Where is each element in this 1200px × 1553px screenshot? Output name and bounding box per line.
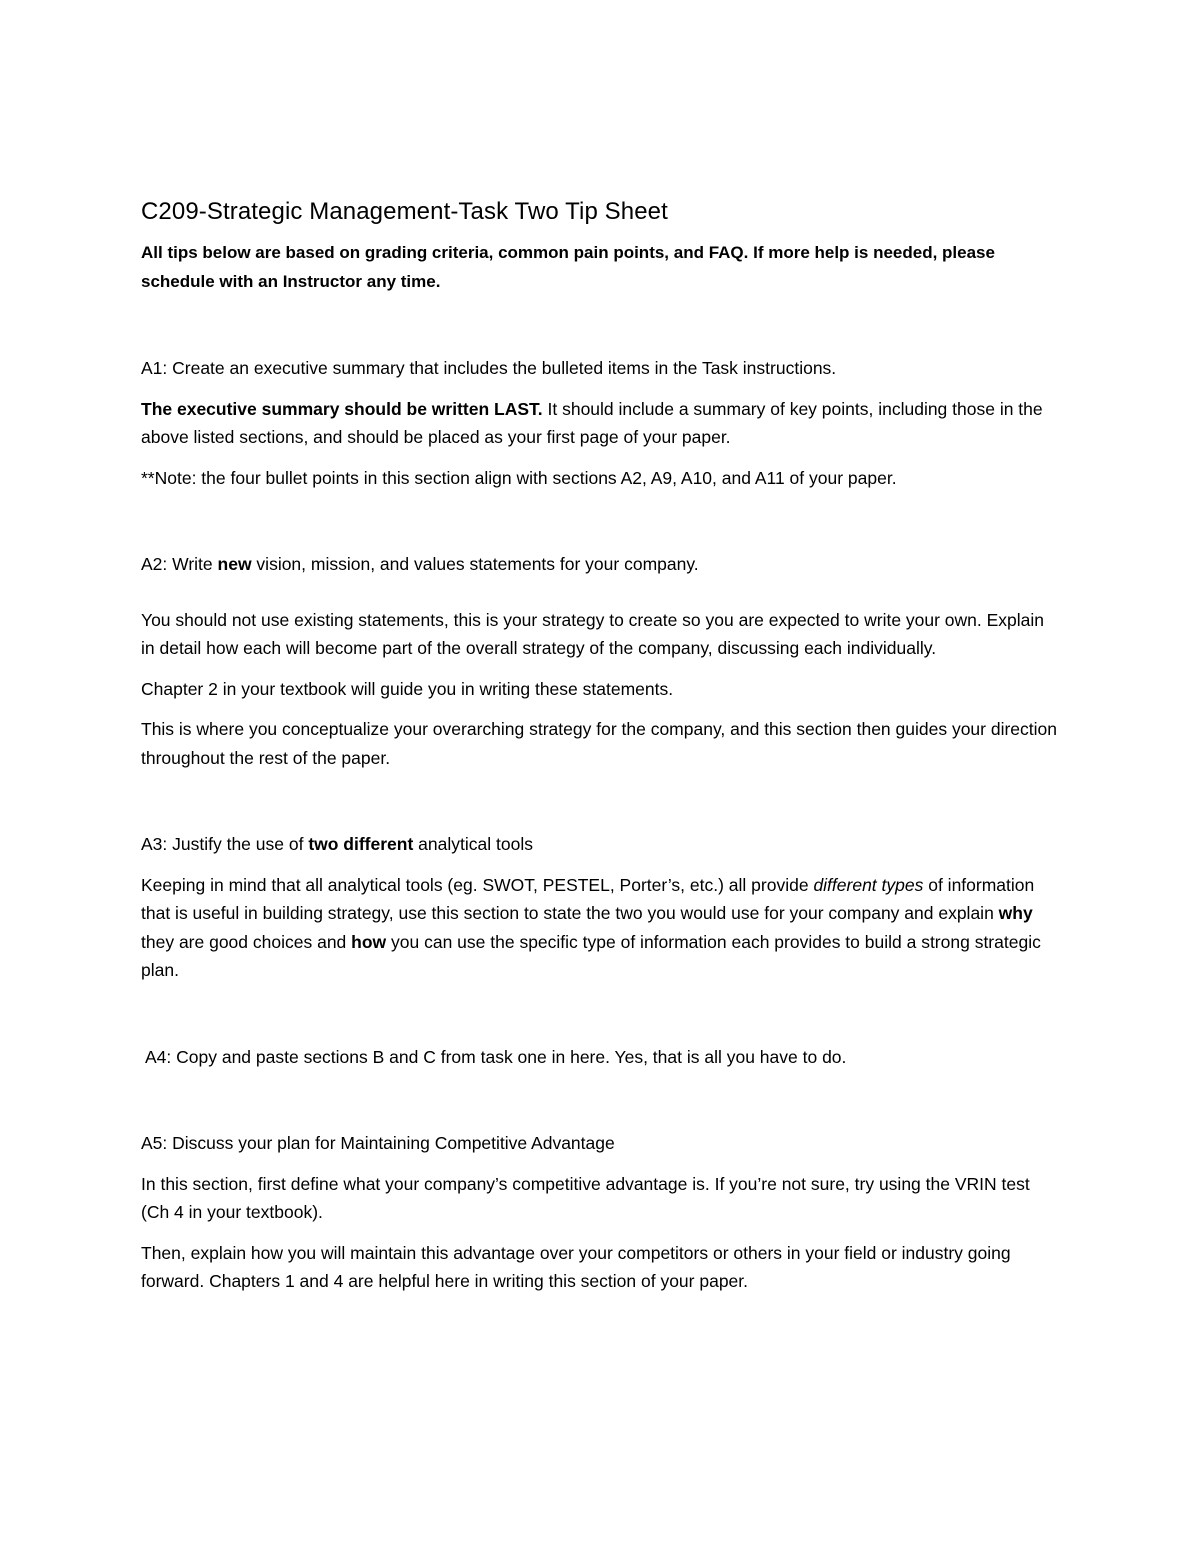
a3-heading-pre: A3: Justify the use of <box>141 834 309 854</box>
a3-heading-bold: two different <box>308 834 414 854</box>
a3-text-d: you can use the specific type of information each provides to build a strong strategic plan. <box>141 931 1041 980</box>
a3-italic: different types <box>813 874 924 895</box>
a2-paragraph-2: Chapter 2 in your textbook will guide you in writing these statements. <box>141 678 674 699</box>
a3-text-b: of information that is useful in building strategy, use this section to state the two you would use for your company and explain <box>141 874 1035 923</box>
a2-paragraph-1: You should not use existing statements, this is your strategy to create so you are expected to write your own. Explain in detail how each will become part of the overall strategy of the company, discussing each individually. <box>141 609 1045 658</box>
a1-paragraph <box>141 395 1061 452</box>
a2-heading-pre: A2: Write <box>141 554 218 574</box>
a2-heading <box>141 550 1061 579</box>
a2-paragraph-3: This is where you conceptualize your overarching strategy for the company, and this section then guides your direction throughout the rest of the paper. <box>141 719 1057 768</box>
a5-paragraph-2: Then, explain how you will maintain this advantage over your competitors or others in your field or industry going forward. Chapters 1 and 4 are helpful here in writing this section of your paper. <box>141 1242 1011 1291</box>
a3-heading-post: analytical tools <box>413 834 533 854</box>
a4-heading: A4: Copy and paste sections B and C from task one in here. Yes, that is all you have to do. <box>145 1046 847 1067</box>
a2-heading-bold: new <box>217 554 252 574</box>
a3-text-a: Keeping in mind that all analytical tools (eg. SWOT, PESTEL, Porter’s, etc.) all provide <box>141 874 814 895</box>
intro-paragraph: All tips below are based on grading criteria, common pain points, and FAQ. If more help is needed, please schedule with an Instructor any time. <box>141 243 995 291</box>
a2-heading-post: vision, mission, and values statements for your company. <box>251 554 699 574</box>
a1-paragraph-text: It should include a summary of key points, including those in the above listed sections, and should be placed as your first page of your paper. <box>141 398 1043 447</box>
document-body <box>141 193 1061 1296</box>
document-title: C209-Strategic Management-Task Two Tip Sheet <box>141 198 668 225</box>
a5-heading: A5: Discuss your plan for Maintaining Competitive Advantage <box>141 1133 615 1153</box>
a3-bold-why: why <box>998 903 1033 923</box>
a3-bold-how: how <box>351 931 387 952</box>
a1-paragraph-bold: The executive summary should be written LAST. <box>141 398 543 419</box>
a1-heading: A1: Create an executive summary that includes the bulleted items in the Task instructions. <box>141 358 837 378</box>
a3-paragraph <box>141 871 1061 985</box>
a1-note: **Note: the four bullet points in this section align with sections A2, A9, A10, and A11 of your paper. <box>141 467 897 488</box>
a3-heading <box>141 830 1061 859</box>
a3-text-c: they are good choices and <box>141 931 352 952</box>
a5-paragraph-1: In this section, first define what your company’s competitive advantage is. If you’re not sure, try using the VRIN test (Ch 4 in your textbook). <box>141 1173 1030 1222</box>
